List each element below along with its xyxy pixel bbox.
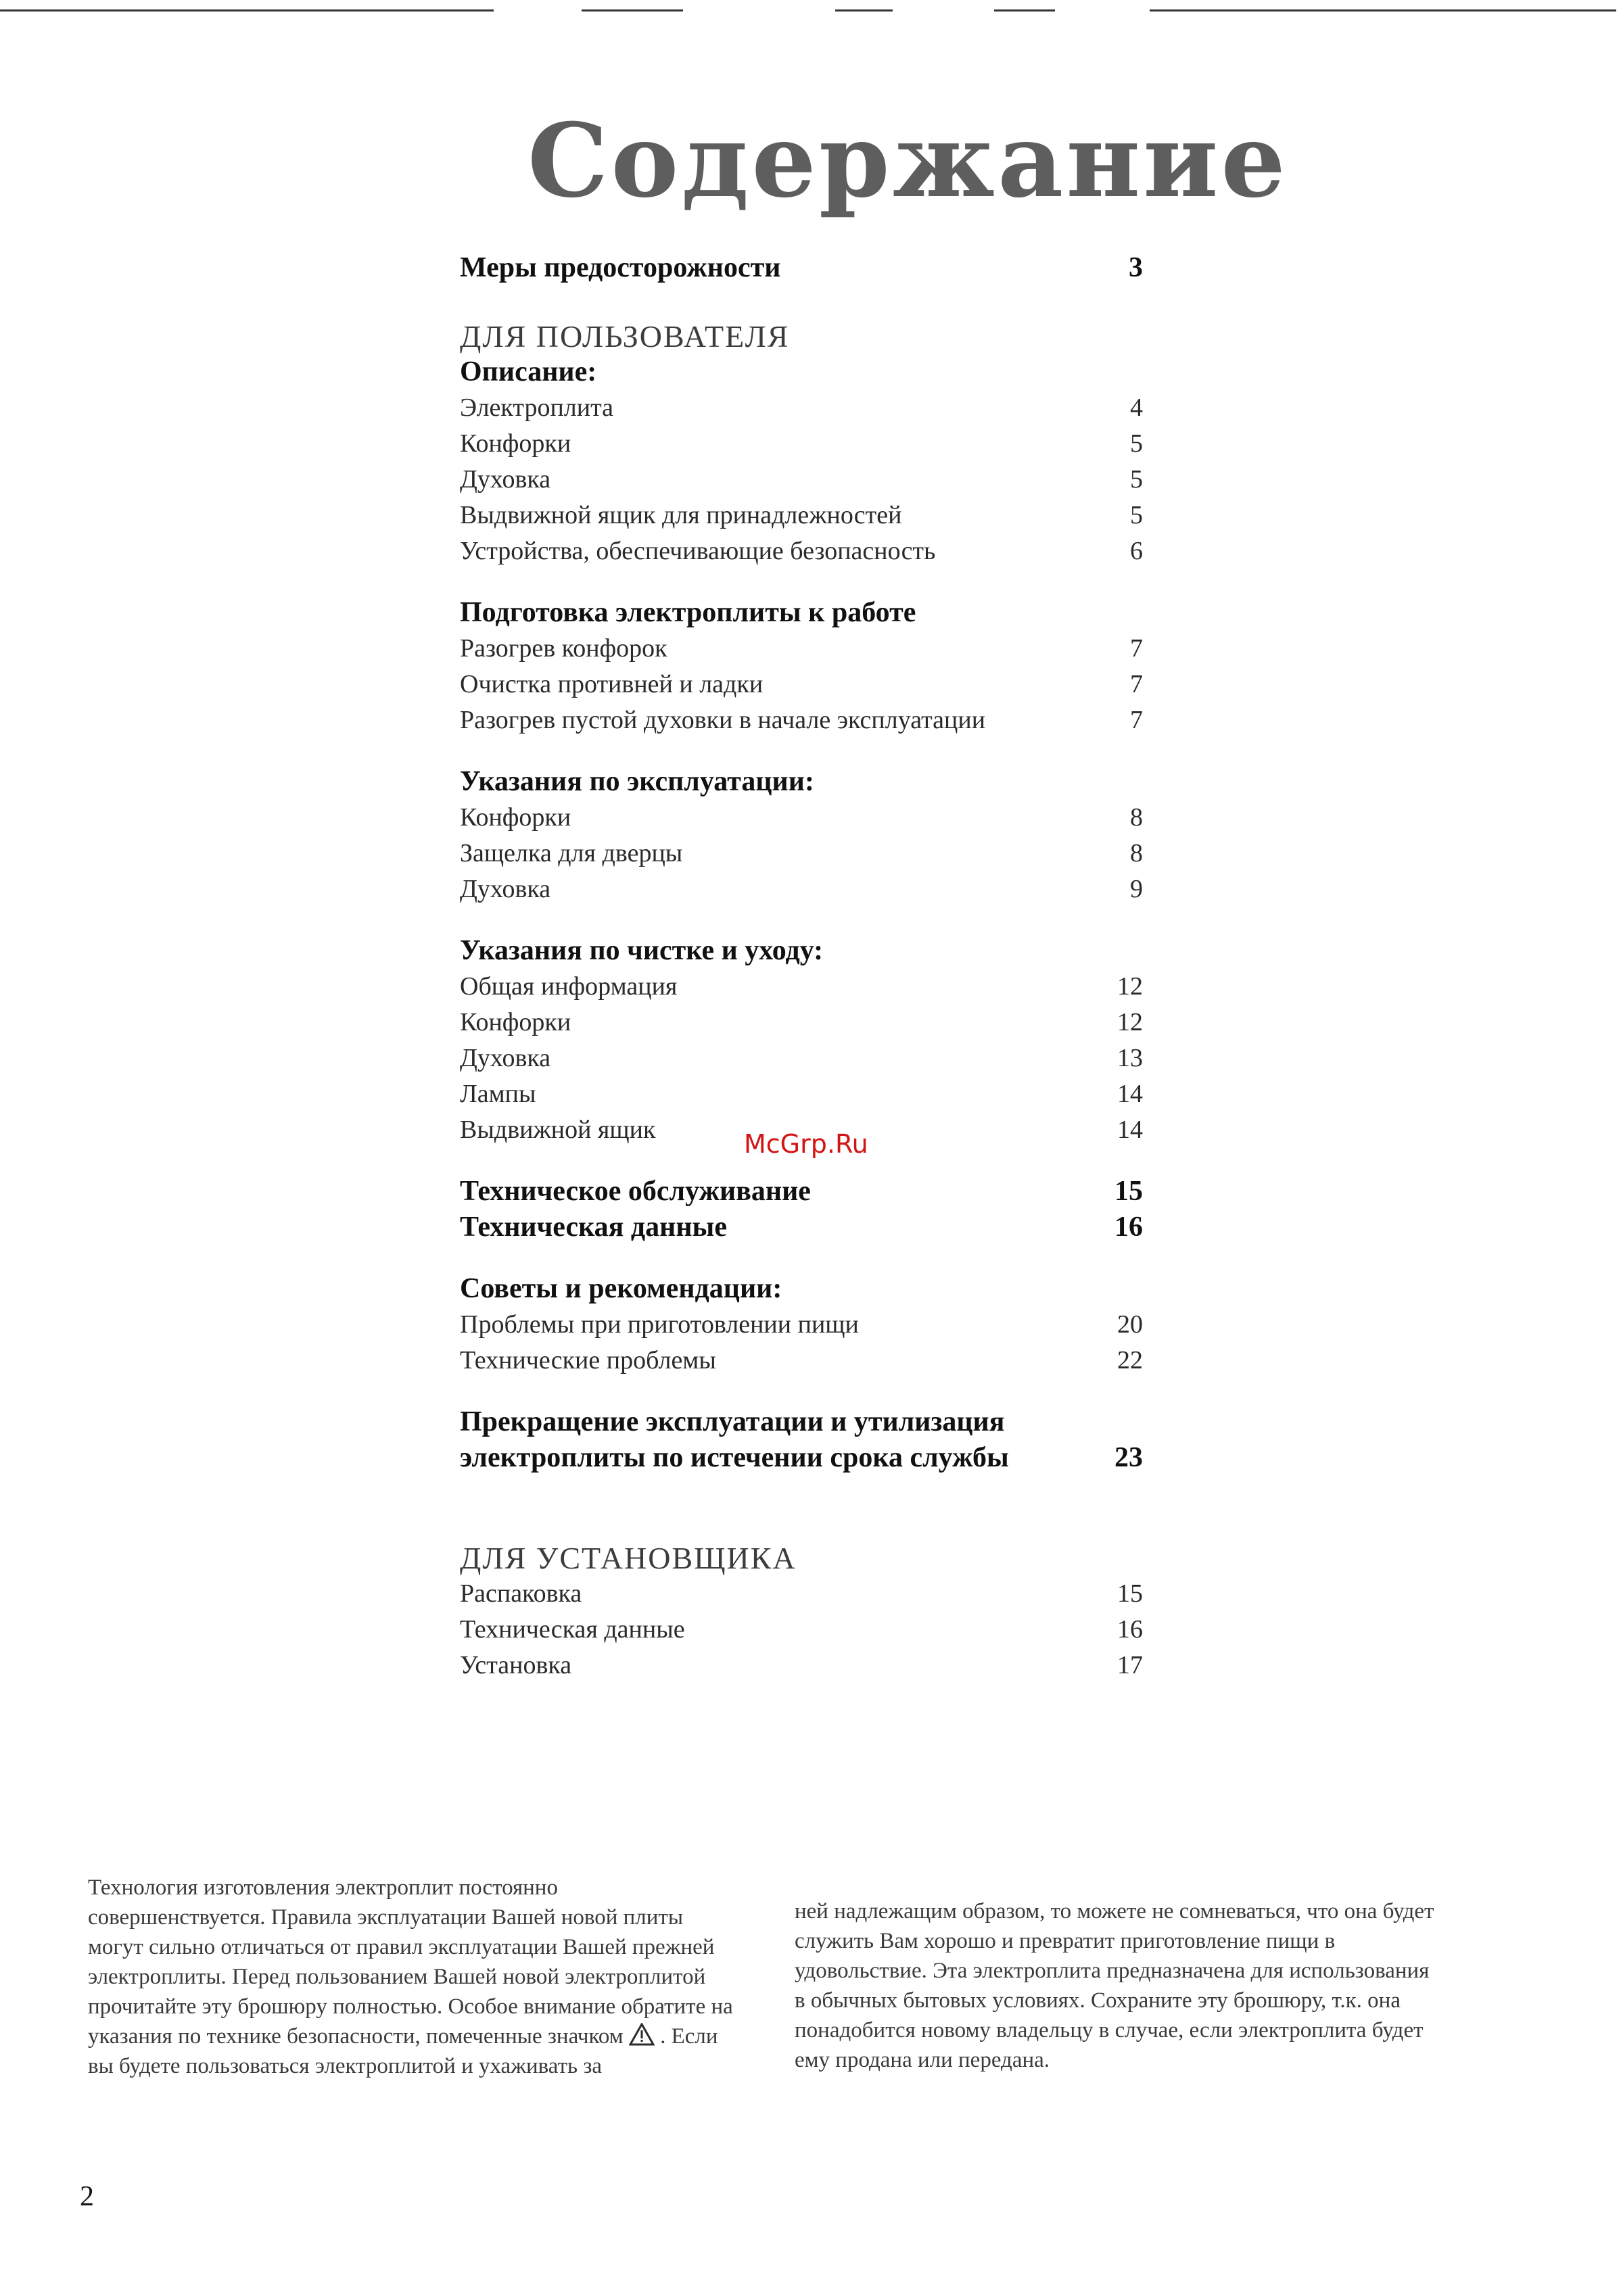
toc-row[interactable] [460, 836, 1143, 871]
toc-heading: Указания по эксплуатации: [460, 766, 814, 797]
page-number: 2 [80, 2181, 94, 2212]
toc-heading-tips [460, 1271, 1143, 1307]
toc-page: 8 [1130, 839, 1143, 867]
toc-row[interactable] [460, 1307, 1143, 1343]
section-installer-part [460, 1540, 1143, 1576]
toc-label: Установка [460, 1651, 572, 1679]
watermark: McGrp.Ru [744, 1129, 868, 1159]
toc-heading-preparation [460, 595, 1143, 631]
intro-paragraph [88, 1873, 737, 2081]
toc-row[interactable] [460, 1612, 1143, 1648]
toc-page: 6 [1130, 537, 1143, 565]
toc-page: 7 [1130, 706, 1143, 734]
toc-label: Духовка [460, 465, 551, 494]
toc-row[interactable] [460, 1343, 1143, 1379]
table-of-contents [460, 250, 1143, 1683]
scan-artifact-line [835, 9, 893, 11]
toc-label: Выдвижной ящик для принадлежностей [460, 501, 902, 529]
intro-text: Технология изготовления электроплит постоянно совершенствуется. Правила эксплуатации Вашей новой плиты могут сильно отличаться от правил эксплуатации Вашей прежней электроплиты. Перед пользованием Вашей новой электроплитой прочитайте эту брошюру полностью. Особое внимание обратите на указания по технике безопасности, помеченные значком [88, 1875, 733, 2049]
toc-heading: Подготовка электроплиты к работе [460, 597, 916, 628]
toc-row[interactable] [460, 1648, 1143, 1683]
toc-row[interactable] [460, 1576, 1143, 1612]
toc-page: 16 [1117, 1615, 1143, 1644]
toc-row-disposal[interactable] [460, 1404, 1143, 1440]
scan-artifact-line [0, 9, 494, 11]
toc-label: Техническое обслуживание [460, 1176, 811, 1207]
scan-artifact-line [1150, 9, 1616, 11]
toc-page: 5 [1130, 501, 1143, 529]
toc-row-disposal-cont[interactable] [460, 1440, 1143, 1476]
part-title: ДЛЯ УСТАНОВЩИКА [460, 1541, 797, 1575]
toc-row[interactable] [460, 462, 1143, 498]
toc-label: Меры предосторожности [460, 252, 781, 283]
toc-row[interactable] [460, 390, 1143, 426]
toc-page: 22 [1117, 1346, 1143, 1374]
toc-page: 12 [1117, 1008, 1143, 1036]
toc-row[interactable] [460, 1041, 1143, 1076]
toc-label: Электроплита [460, 393, 614, 422]
toc-row[interactable] [460, 631, 1143, 667]
toc-label: Выдвижной ящик [460, 1116, 656, 1144]
toc-label: Распаковка [460, 1579, 582, 1608]
toc-page: 5 [1130, 429, 1143, 458]
toc-row-techdata[interactable] [460, 1210, 1143, 1245]
scan-artifact-line [582, 9, 683, 11]
page-title: Содержание [527, 101, 1288, 220]
toc-page: 15 [1114, 1176, 1143, 1207]
toc-row[interactable] [460, 969, 1143, 1005]
toc-label: Техническая данные [460, 1615, 685, 1644]
toc-row[interactable] [460, 871, 1143, 907]
toc-label: Конфорки [460, 803, 571, 832]
toc-page: 12 [1117, 972, 1143, 1001]
toc-heading-description [460, 354, 1143, 390]
intro-paragraph: ней надлежащим образом, то можете не сомневаться, что она будет служить Вам хорошо и превратит приготовление пищи в удовольствие. Эта электроплита предназначена для использования в обычных бытовых условиях. Сохраните эту брошюру, т.к. она понадобится новому владельцу в случае, если электроплита будет ему продана или передана. [795, 1899, 1434, 2072]
toc-label: Духовка [460, 875, 551, 903]
toc-page: 7 [1130, 634, 1143, 663]
toc-page: 23 [1114, 1442, 1143, 1473]
intro-text-left [88, 1873, 737, 2081]
toc-row[interactable] [460, 498, 1143, 533]
part-title: ДЛЯ ПОЛЬЗОВАТЕЛЯ [460, 319, 790, 354]
toc-row[interactable] [460, 667, 1143, 702]
toc-page: 8 [1130, 803, 1143, 832]
toc-heading-operation [460, 764, 1143, 800]
toc-heading: Описание: [460, 356, 597, 387]
toc-label: Духовка [460, 1044, 551, 1072]
toc-label: Защелка для дверцы [460, 839, 683, 867]
toc-page: 4 [1130, 393, 1143, 422]
toc-label: Прекращение эксплуатации и утилизация [460, 1406, 1005, 1437]
toc-page: 5 [1130, 465, 1143, 494]
toc-label: Лампы [460, 1080, 536, 1108]
intro-text-right [795, 1896, 1444, 2075]
toc-label: Общая информация [460, 972, 678, 1001]
toc-page: 16 [1114, 1212, 1143, 1243]
toc-label: электроплиты по истечении срока службы [460, 1442, 1009, 1473]
toc-label: Устройства, обеспечивающие безопасность [460, 537, 936, 565]
toc-heading: Указания по чистке и уходу: [460, 935, 824, 966]
toc-page: 20 [1117, 1310, 1143, 1339]
toc-label: Разогрев конфорок [460, 634, 667, 663]
toc-label: Техническая данные [460, 1212, 727, 1243]
toc-page: 14 [1117, 1116, 1143, 1144]
toc-label: Очистка противней и ладки [460, 670, 763, 698]
toc-heading-cleaning [460, 933, 1143, 969]
toc-page: 14 [1117, 1080, 1143, 1108]
toc-row[interactable] [460, 800, 1143, 836]
toc-row-service[interactable] [460, 1174, 1143, 1210]
toc-label: Конфорки [460, 429, 571, 458]
toc-page: 7 [1130, 670, 1143, 698]
intro-text-tail: . Если вы будете пользоваться электроплитой и ухаживать за [88, 2024, 718, 2078]
toc-page: 15 [1117, 1579, 1143, 1608]
toc-row-precautions[interactable] [460, 250, 1143, 286]
toc-row[interactable] [460, 1005, 1143, 1041]
toc-page: 17 [1117, 1651, 1143, 1679]
toc-row[interactable] [460, 702, 1143, 738]
toc-page: 9 [1130, 875, 1143, 903]
toc-label: Технические проблемы [460, 1346, 716, 1374]
scan-artifact-line [994, 9, 1055, 11]
toc-label: Разогрев пустой духовки в начале эксплуатации [460, 706, 986, 734]
toc-row[interactable] [460, 533, 1143, 569]
toc-page: 3 [1129, 252, 1143, 283]
warning-icon [629, 2023, 655, 2046]
toc-label: Проблемы при приготовлении пищи [460, 1310, 859, 1339]
toc-label: Конфорки [460, 1008, 571, 1036]
toc-page: 13 [1117, 1044, 1143, 1072]
toc-row[interactable] [460, 1076, 1143, 1112]
toc-heading: Советы и рекомендации: [460, 1273, 782, 1304]
section-user-part [460, 318, 1143, 354]
toc-row[interactable] [460, 426, 1143, 462]
